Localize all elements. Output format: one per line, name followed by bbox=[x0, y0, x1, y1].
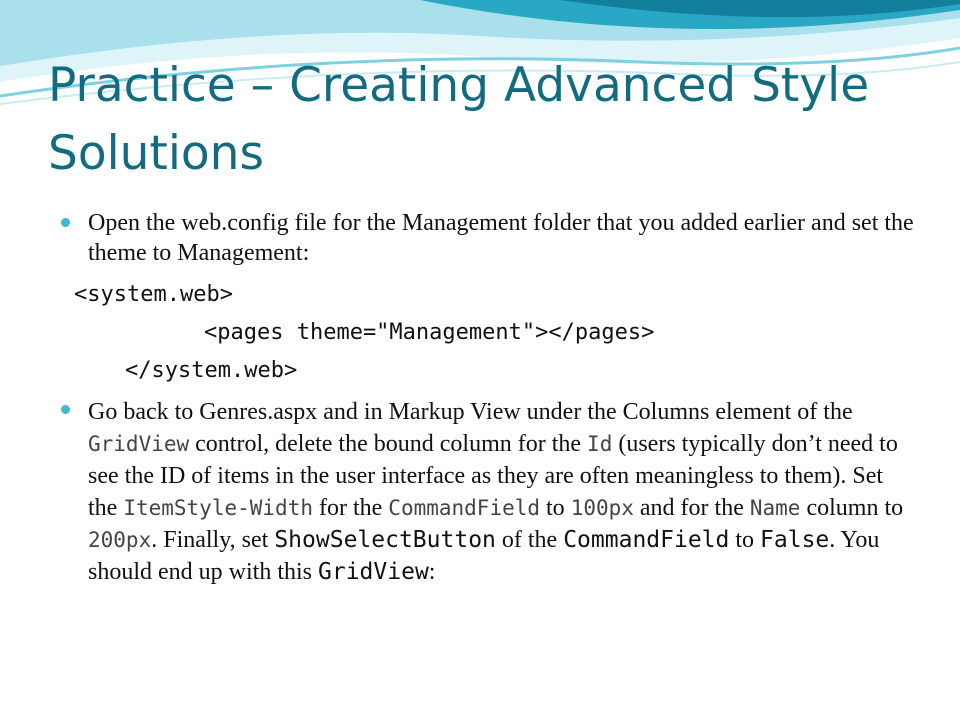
inline-code: ShowSelectButton bbox=[274, 527, 496, 553]
body-text: for the bbox=[312, 495, 389, 521]
inline-code: ItemStyle-Width bbox=[123, 496, 313, 520]
inline-code: Id bbox=[587, 432, 613, 456]
inline-code: GridView bbox=[88, 432, 190, 456]
body-text: to bbox=[540, 495, 571, 521]
body-text: control, delete the bound column for the bbox=[189, 431, 588, 457]
inline-code: 100px bbox=[570, 496, 634, 520]
body-text: to bbox=[729, 527, 761, 553]
bullet-web-config: Open the web.config file for the Management folder that you added earlier and set the theme to Management: bbox=[88, 210, 914, 266]
body-text: . Finally, set bbox=[151, 527, 275, 553]
code-line-pages-theme: <pages theme="Management"></pages> bbox=[204, 320, 655, 345]
inline-code: CommandField bbox=[388, 496, 541, 520]
inline-code: CommandField bbox=[563, 527, 730, 553]
body-text: of the bbox=[495, 527, 564, 553]
body-text: and for the bbox=[633, 495, 750, 521]
inline-code: GridView bbox=[318, 559, 429, 585]
body-text: : bbox=[428, 559, 436, 585]
code-line-system-web-open: <system.web> bbox=[74, 282, 233, 307]
inline-code: Name bbox=[749, 496, 801, 520]
slide-title: Practice – Creating Advanced Style Solutions bbox=[48, 58, 870, 181]
body-text: . You should end up with this bbox=[88, 527, 880, 585]
inline-code: 200px bbox=[88, 528, 152, 552]
body-text: (users typically don’t need to see the ID of items in the user interface as they are often meaningless to them). Set the bbox=[88, 431, 898, 521]
bullet-dot-icon bbox=[61, 218, 70, 227]
bullet-dot-icon bbox=[61, 405, 70, 414]
body-text: column to bbox=[800, 495, 904, 521]
code-line-system-web-close: </system.web> bbox=[125, 358, 298, 383]
body-text: Go back to Genres.aspx and in Markup View under the Columns element of the bbox=[88, 399, 853, 425]
bullet-genres-gridview bbox=[88, 396, 918, 588]
inline-code: False bbox=[760, 527, 830, 553]
